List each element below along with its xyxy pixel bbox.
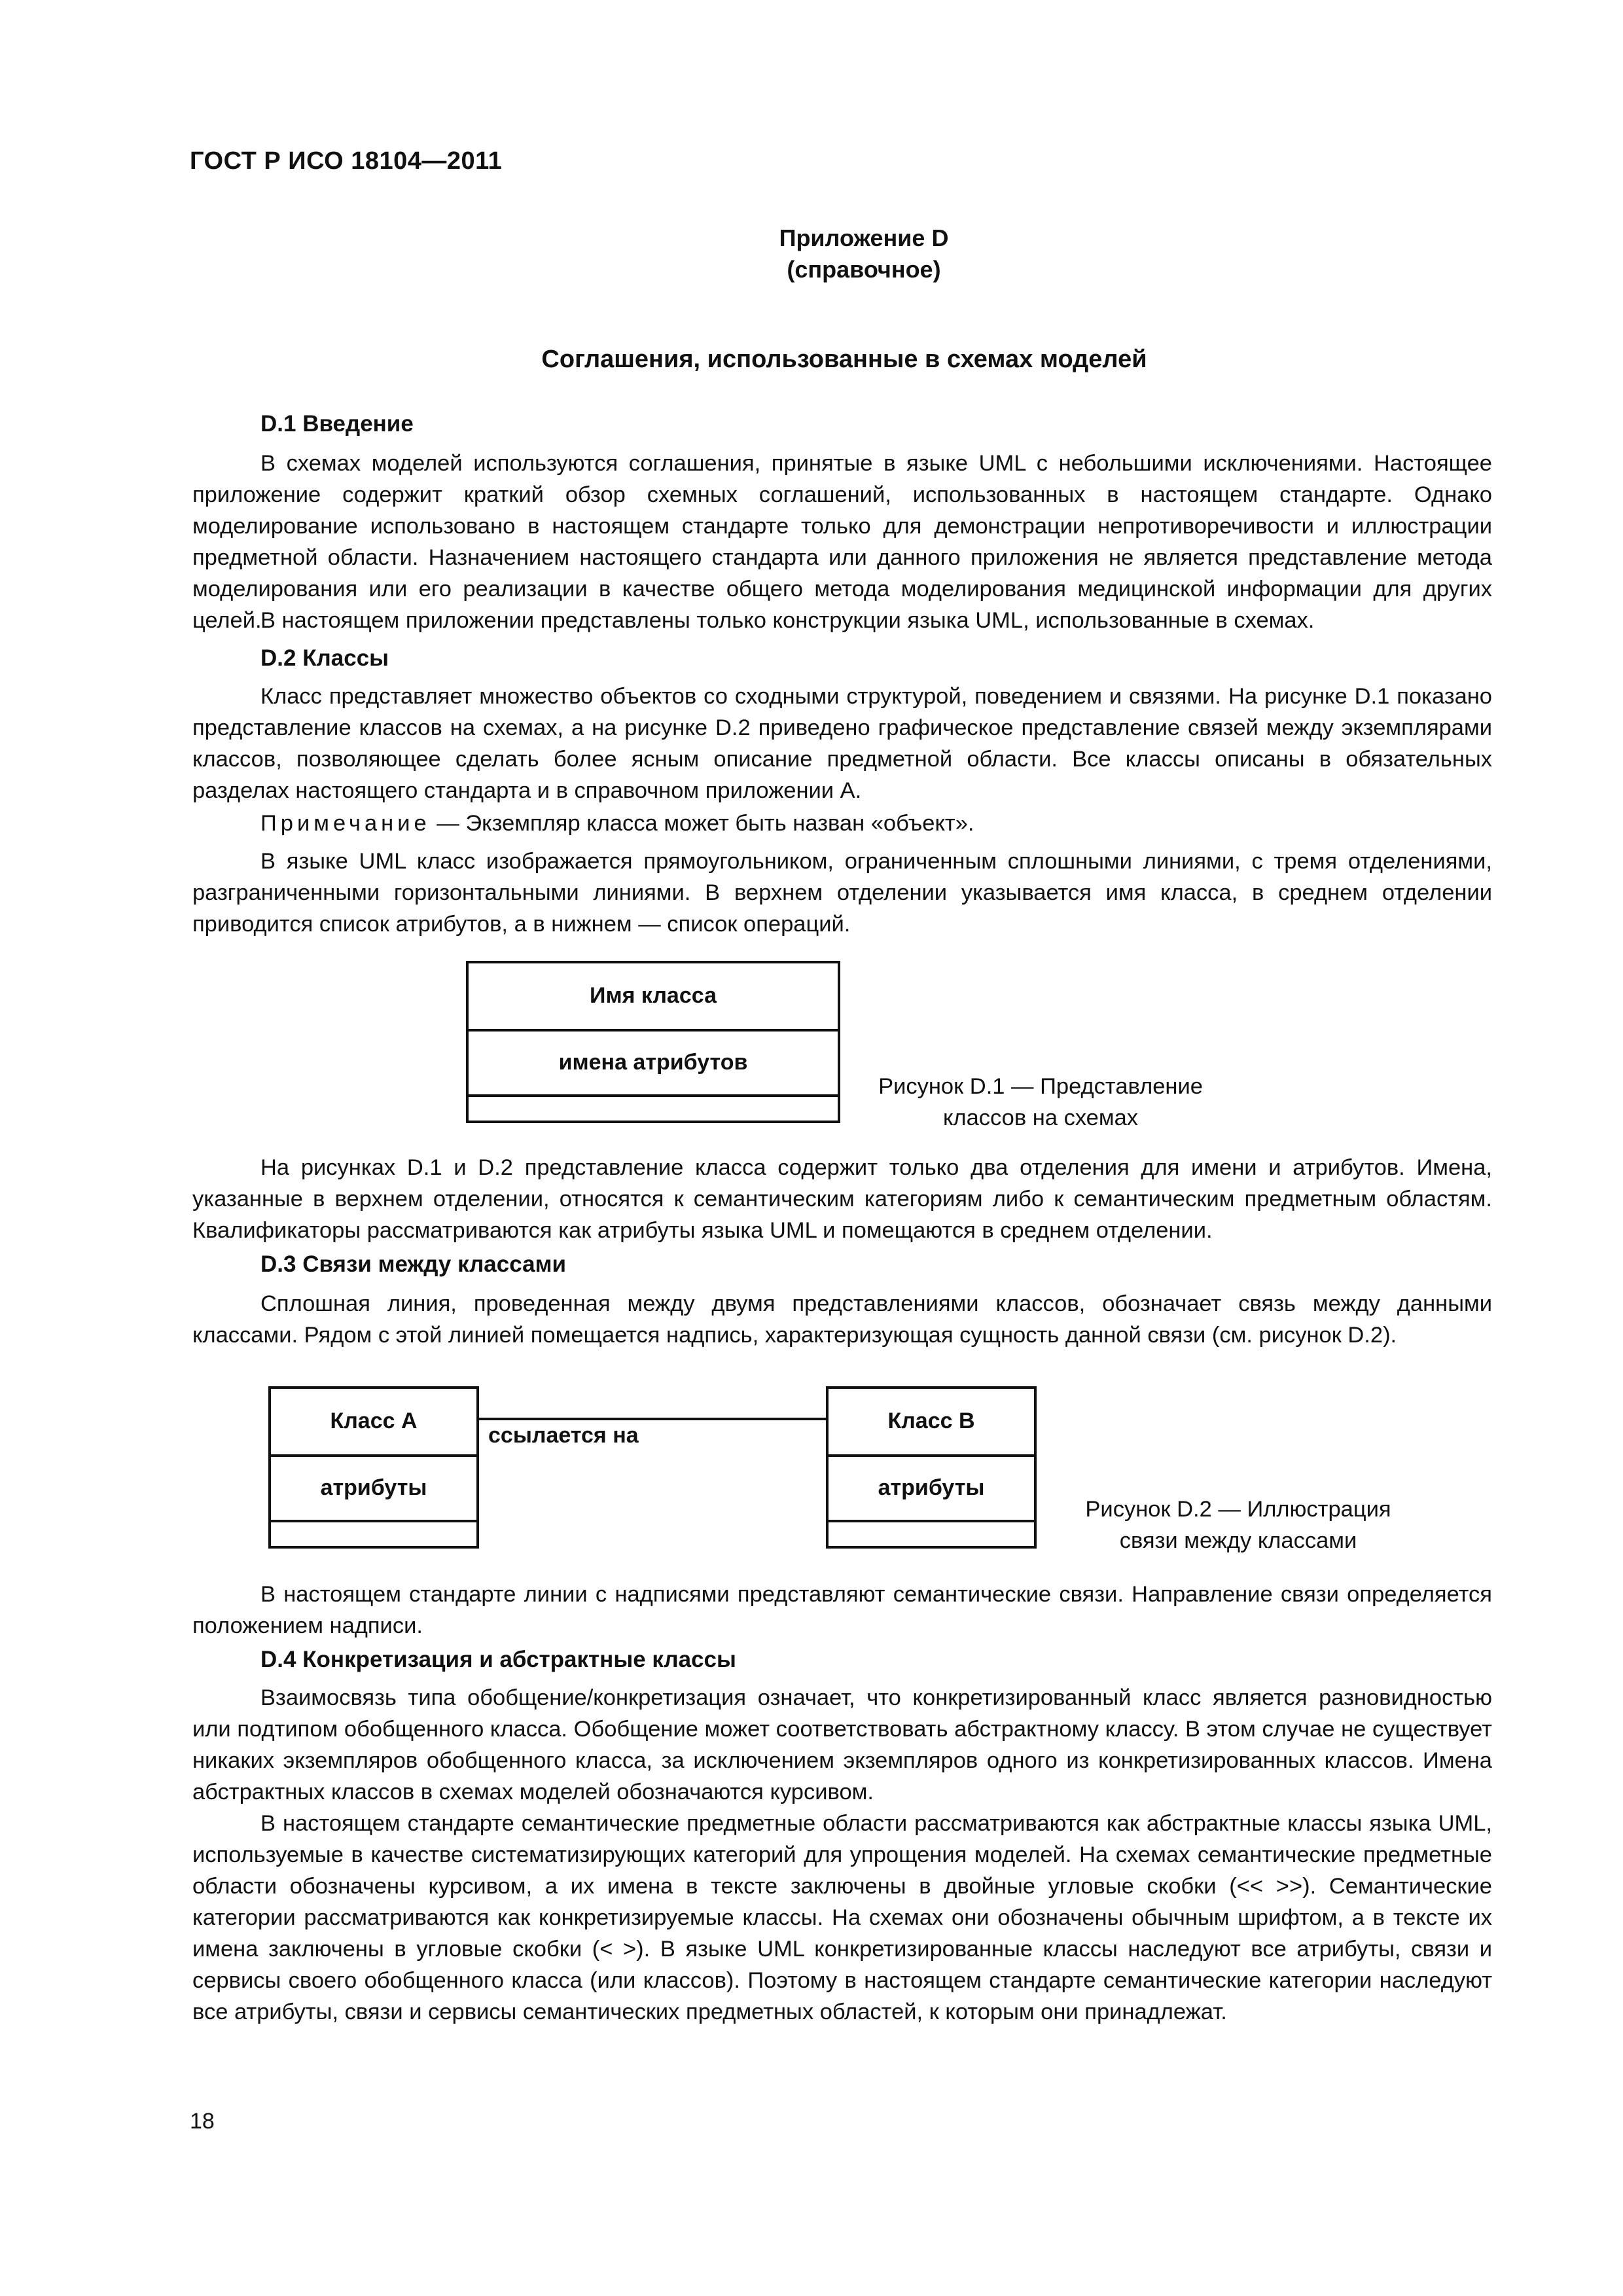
figure-d1-caption-line-1: Рисунок D.1 — Представление bbox=[878, 1074, 1203, 1099]
section-d2-paragraph-2: В языке UML класс изображается прямоугольником, ограниченным сплошными линиями, с тремя отделениями, разграниченными горизонтальными линиями. В верхнем отделении указывается имя класса, в среднем отделении приводится список атрибутов, а в нижнем — список операций. bbox=[192, 849, 1492, 937]
note-label: Примечание bbox=[260, 811, 431, 836]
section-d4-paragraph-2: В настоящем стандарте семантические предметные области рассматриваются как абстрактные классы языка UML, используемые в качестве систематизирующих категорий для упрощения моделей. На схемах семантические предметные области обозначены курсивом, а их имена в тексте заключены в двойные угловые скобки (<< >>). Семантические категории рассматриваются как конкретизируемые классы. На схемах они обозначены обычным шрифтом, а в тексте их имена заключены в угловые скобки (< >). В языке UML конкретизированные классы наследуют все атрибуты, связи и сервисы своего обобщенного класса (или классов). Поэтому в настоящем стандарте семантические категории наследуют все атрибуты, связи и сервисы семантических предметных областей, к которым они принадлежат. bbox=[192, 1811, 1492, 2024]
figure-d2-caption-line-2: связи между классами bbox=[1119, 1528, 1357, 1553]
section-d3-paragraph-2: В настоящем стандарте линии с надписями представляют семантические связи. Направление связи определяется положением надписи. bbox=[192, 1582, 1492, 1638]
section-d1-heading: D.1 Введение bbox=[260, 411, 414, 437]
figure-d2-class-a-divider-1 bbox=[271, 1454, 476, 1457]
section-d2-paragraph-3: На рисунках D.1 и D.2 представление класса содержит только два отделения для имени и атрибутов. Имена, указанные в верхнем отделении, относятся к семантическим категориям либо к семантическим предметным областям. Квалификаторы рассматриваются как атрибуты языка UML и помещаются в среднем отделении. bbox=[192, 1155, 1492, 1243]
section-d2-note bbox=[192, 808, 1492, 839]
document-code: ГОСТ Р ИСО 18104—2011 bbox=[190, 147, 503, 175]
figure-d2-class-b-name: Класс В bbox=[887, 1408, 975, 1433]
figure-d2-class-b-attributes: атрибуты bbox=[878, 1475, 985, 1500]
figure-d2-class-a-box bbox=[268, 1386, 479, 1549]
section-d3-paragraph-1: Сплошная линия, проведенная между двумя представлениями классов, обозначает связь между данными классами. Рядом с этой линией помещается надпись, характеризующая сущность данной связи (см. рисунок D.2). bbox=[192, 1291, 1492, 1348]
figure-d2-caption bbox=[1055, 1494, 1421, 1556]
figure-d2-class-a-divider-2 bbox=[271, 1520, 476, 1522]
figure-d1-divider-2 bbox=[469, 1094, 838, 1097]
section-d1-paragraph-2: В настоящем приложении представлены только конструкции языка UML, использованные в схемах. bbox=[260, 608, 1315, 633]
figure-d1-attributes: имена атрибутов bbox=[558, 1050, 748, 1075]
figure-d1-caption-line-2: классов на схемах bbox=[942, 1105, 1139, 1130]
document-title: Соглашения, использованные в схемах моделей bbox=[541, 346, 1147, 373]
figure-d1-class-box bbox=[466, 961, 840, 1123]
section-d2-heading: D.2 Классы bbox=[260, 645, 389, 671]
section-d4-heading: D.4 Конкретизация и абстрактные классы bbox=[260, 1647, 736, 1672]
section-d4-paragraph-1: Взаимосвязь типа обобщение/конкретизация означает, что конкретизированный класс является разновидностью или подтипом обобщенного класса. Обобщение может соответствовать абстрактному классу. В этом случае не существует никаких экземпляров обобщенного класса, за исключением экземпляров одного из конкретизированных классов. Имена абстрактных классов в схемах моделей обозначаются курсивом. bbox=[192, 1685, 1492, 1804]
figure-d2-class-b-divider-2 bbox=[829, 1520, 1034, 1522]
figure-d2-class-b-box bbox=[826, 1386, 1037, 1549]
section-d3-heading: D.3 Связи между классами bbox=[260, 1251, 566, 1277]
figure-d2-association-label: ссылается на bbox=[488, 1423, 639, 1448]
figure-d2-caption-line-1: Рисунок D.2 — Иллюстрация bbox=[1085, 1497, 1391, 1522]
figure-d1-caption bbox=[851, 1071, 1230, 1134]
figure-d2-class-a-name: Класс А bbox=[330, 1408, 418, 1433]
annex-type: (справочное) bbox=[787, 256, 941, 283]
annex-title: Приложение D bbox=[779, 224, 949, 251]
figure-d2-class-b-divider-1 bbox=[829, 1454, 1034, 1457]
section-d1-paragraph-1: В схемах моделей используются соглашения, принятые в языке UML с небольшими исключениями. Настоящее приложение содержит краткий обзор схемных соглашений, использованных в настоящем стандарте. Однако моделирование использовано в настоящем стандарте только для демонстрации непротиворечивости и иллюстрации предметной области. Назначением настоящего стандарта или данного приложения не является представление метода моделирования или его реализации в качестве общего метода моделирования медицинской информации для других целей. bbox=[192, 451, 1492, 633]
figure-d1-divider-1 bbox=[469, 1029, 838, 1031]
figure-d2-association-line bbox=[479, 1418, 826, 1420]
annex-heading bbox=[0, 223, 1623, 285]
page-number: 18 bbox=[190, 2109, 215, 2134]
section-d2-paragraph-1: Класс представляет множество объектов со сходными структурой, поведением и связями. На рисунке D.1 показано представление классов на схемах, а на рисунке D.2 приведено графическое представление связей между экземплярами классов, позволяющее сделать более ясным описание предметной области. Все классы описаны в обязательных разделах настоящего стандарта и в справочном приложении А. bbox=[192, 684, 1492, 803]
figure-d1-class-name: Имя класса bbox=[590, 983, 717, 1008]
figure-d2-class-a-attributes: атрибуты bbox=[320, 1475, 427, 1500]
note-text: — Экземпляр класса может быть назван «объект». bbox=[430, 811, 974, 836]
